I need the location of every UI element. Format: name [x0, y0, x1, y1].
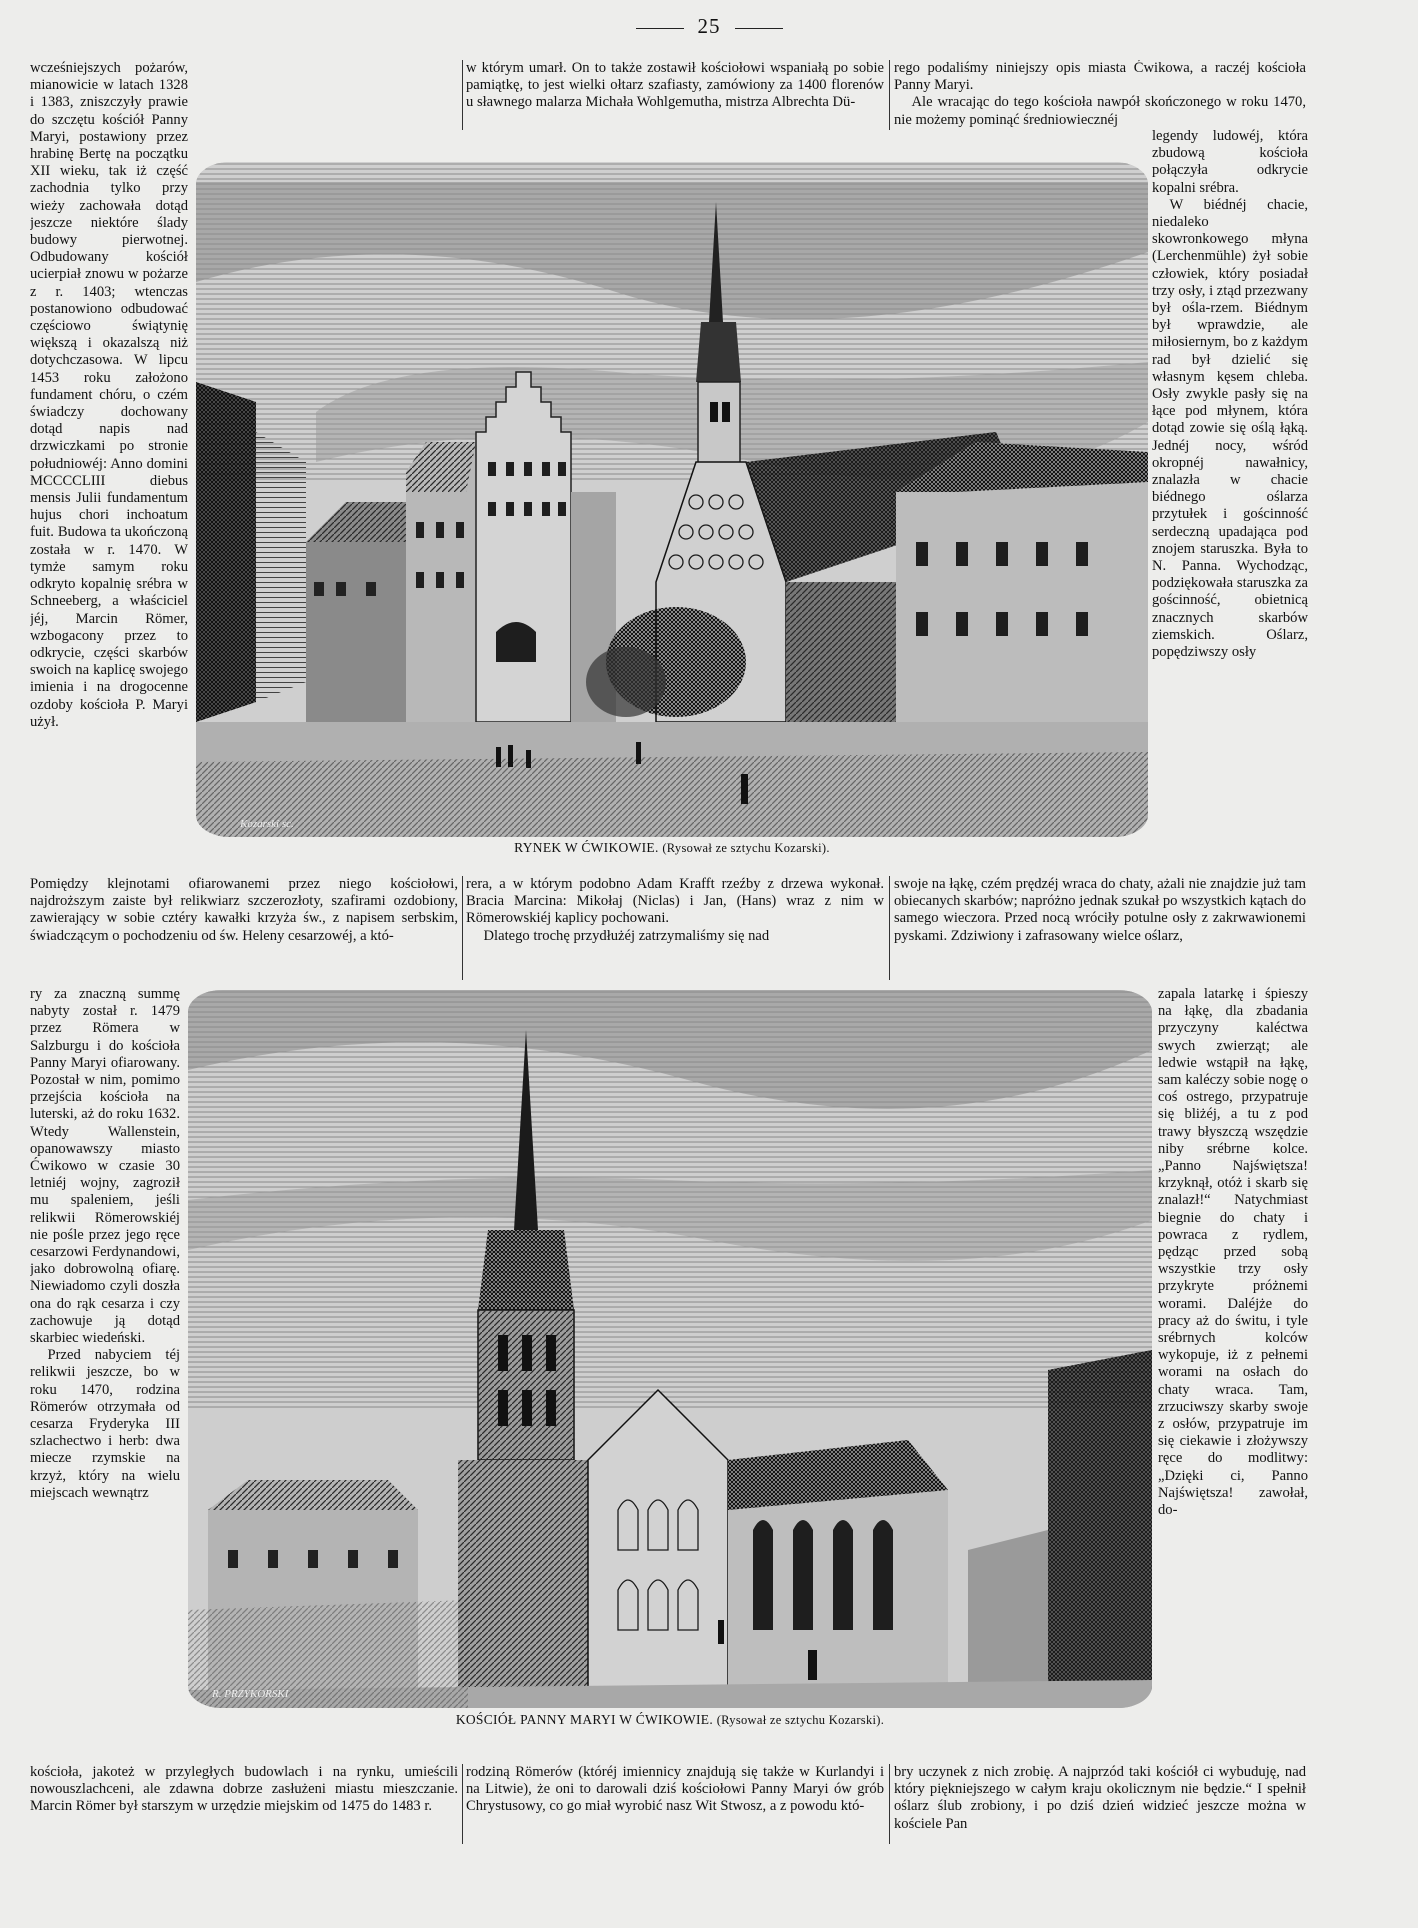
column-rule: [889, 60, 890, 130]
illustration-bottom-caption: [188, 1712, 1152, 1728]
paragraph: Ale wracając do tego kościoła nawpół skończonego w roku 1470, nie możemy pominąć średniowiecznéj: [894, 94, 1306, 128]
paragraph: Dlatego trochę przydłużéj zatrzymaliśmy się nad: [483, 927, 770, 944]
column-mid-bottom: [466, 1764, 884, 1846]
column-mid-middle: [466, 876, 884, 984]
page-number-rule-left: [636, 28, 684, 29]
paragraph: bry uczynek z nich zrobię. A najprzód taki kościół ci wybuduję, nad który piękniejszego w całym kraju okolicznym nie będzie.“ I spełnił oślarz ślub zrobiony, i po dziś dzień widzieć jeszcze można w kościele Pan: [894, 1764, 1306, 1832]
paragraph: ry za znaczną summę nabyty został r. 1479 przez Römera w Salzburgu i do kościoła Panny Maryi ofiarowany. Pozostał w nim, pomimo przejścia kościoła na luterski, aż do roku 1632. Wtedy Wallenstein, opanowawszy miasto Ćwikowo w czasie 30 letniéj wojny, zagroził mu spaleniem, jeśli relikwii Römerowskiéj nie pośle przez jego ręce cesarzowi Ferdynandowi, jako dobrowolną ofiarę. Niewiadomo czyli doszła ona do rąk cesarza i czy zachowuje ją dotąd skarbiec wiedeński.: [30, 986, 180, 1347]
illustration-bottom-caption-credit: (Rysował ze sztychu Kozarski).: [716, 1713, 885, 1727]
column-right-narrow-lower: [1158, 986, 1308, 1764]
paragraph: Przed nabyciem téj relikwii jeszcze, bo w roku 1470, rodzina Römerów otrzymała od cesarza Fryderyka III szlachectwo i herb: dwa miecze rzymskie na krzyż, który na wielu miejscach wewnątrz: [30, 1347, 180, 1501]
illustration-bottom-signature: R. PRZYKORSKI: [212, 1688, 289, 1700]
paragraph: rodziną Römerów (któréj imiennicy znajdują się także w Kurlandyi i na Litwie), że oni to darowali dziś kościołowi Panny Maryi ów grób Chrystusowy, co go miał wyrobić nasz Wit Stwosz, a z powodu któ-: [466, 1764, 884, 1815]
market-square-engraving: [196, 162, 1148, 837]
column-right-bottom: [894, 1764, 1306, 1846]
illustration-bottom-caption-title: KOŚCIÓŁ PANNY MARYI W ĆWIKOWIE.: [455, 1712, 713, 1727]
page-number: [0, 14, 1418, 39]
paragraph: W biédnéj chacie, niedaleko skowronkowego młyna (Lerchenmühle) żył sobie człowiek, który posiadał trzy osły, i ztąd przezwany był ośla-rzem. Biédnym był wprawdzie, ale miłosiernym, bo z każdym rad był dzielić się własnym kęsem chleba. Osły zwykle pasły się na łące pod młynem, która dotąd zowie się oślą łąką. Jednéj nocy, wśród okropnéj nawałnicy, znalazła w chacie biédnego oślarza przytułek i gościnność serdeczną upadająca pod znojem staruszka. Była to N. Panna. Wychodząc, podziękowała staruszka za gościnność, obietnicą znacznych skarbów ziemskich. Oślarz, popędziwszy osły: [1152, 196, 1308, 661]
column-rule: [889, 1764, 890, 1844]
paragraph: rego podaliśmy niniejszy opis miasta Ćwikowa, a raczéj kościoła Panny Maryi.: [894, 60, 1306, 94]
column-left-wide: [30, 876, 458, 984]
column-rule: [462, 1764, 463, 1844]
column-left-narrow-lower: [30, 986, 180, 1764]
paragraph: rera, a w którym podobno Adam Krafft rzeźby z drzewa wykonał. Bracia Marcina: Mikołaj (Niclas) i Jan, (Hans) wraz z nim w Römerowskiéj kaplicy pochowani.: [466, 876, 884, 927]
paragraph: kościoła, jakoteż w przyległych budowlach i na rynku, umieścili nowouszlachceni, ale zdawna dobrze zasłużeni miastu mieszczanie. Marcin Römer był starszym w urzędzie miejskim od 1475 do 1483 r.: [30, 1764, 458, 1815]
column-right-wide: [894, 876, 1306, 984]
column-rule: [462, 60, 463, 130]
column-mid-top: [466, 60, 884, 160]
paragraph: zapala latarkę i śpieszy na łąkę, dla zbadania przyczyny kaléctwa swych zwierząt; ale ledwie wstąpił na łąkę, sam kaléczy sobie nogę o coś ostrego, przypatruje się bliżéj, a tu z pod trawy błyszczą wszędzie niby srébrne kolce. „Panno Najświętsza! krzyknął, otóż i skarb się znalazł!“ Natychmiast biegnie do chaty i powraca z rydlem, pędząc przed sobą wszystkie trzy osły przykryte próżnemi worami. Daléjże do pracy aż do świtu, i tyle srébrnych kolców wykopuje, iż z pełnemi worami na osłach do chaty wraca. Tam, zrzuciwszy skarby swoje z osłów, przypatruje im się ciekawie i złożywszy ręce do modlitwy: „Dzięki ci, Panno Najświętsza! zawołał, do-: [1158, 986, 1308, 1519]
paragraph: wcześniejszych pożarów, mianowicie w latach 1328 i 1383, zniszczyły prawie do szczętu kościół Panny Maryi, postawiony przez hrabinę Bertę na początku XII wieku, tak iż część zachodnia tylko przy wieży zachowała dotąd jeszcze niektóre ślady budowy pierwotnej. Odbudowany kościół ucierpiał znowu w pożarze z r. 1403; wtenczas postanowiono odbudować częściowo świątynię większą i okazalszą niż dotychczasowa. W lipcu 1453 roku założono fundament chóru, o czém świadczy dochowany dotąd napis nad drzwiczkami po stronie południowéj: Anno domini MCCCCLIII diebus mensis Julii fundamentum hujus chori inchoatum fuit. Budowa ta ukończoną została w r. 1470. W tymże samym roku odkryto kopalnię srébra w Schneeberg, a właściciel jéj, Marcin Römer, wzbogacony przez to odkrycie, części skarbów swoich na kaplicę swojego imienia i na drogocenne ozdoby kościoła P. Maryi użył.: [30, 60, 188, 730]
column-rule: [462, 876, 463, 980]
paragraph: swoje na łąkę, czém prędzéj wraca do chaty, ażali nie znajdzie już tam obiecanych skarbów; napróżno jednak szukał po wszystkich kątach do samego wieczora. Przed nocą wróciły potulne osły z zakrwawionemi pyskami. Zdziwiony i zafrasowany wielce oślarz,: [894, 876, 1306, 944]
illustration-top-caption: [196, 840, 1148, 856]
illustration-market-square: [196, 162, 1148, 837]
paragraph: w którym umarł. On to także zostawił kościołowi wspaniałą po sobie pamiątkę, to jest wielki ołtarz szafiasty, zamówiony za 1400 florenów u sławnego malarza Michała Wohlgemutha, mistrza Albrechta Dü-: [466, 60, 884, 111]
illustration-top-caption-credit: (Rysował ze sztychu Kozarski).: [662, 841, 830, 855]
column-rule: [889, 876, 890, 980]
paragraph: Pomiędzy klejnotami ofiarowanemi przez niego kościołowi, najdroższym zaiste był relikwiarz szczerozłoty, szafirami ozdobiony, zawierający w sobie cztéry kawałki krzyża św., z napisem serbskim, świadczącym o pochodzeniu od św. Heleny cesarzowéj, a któ-: [30, 876, 458, 944]
paragraph: legendy ludowéj, która zbudową kościoła połączyła odkrycie kopalni srébra.: [1152, 128, 1308, 196]
column-left-bottom: [30, 1764, 458, 1846]
illustration-church: [188, 990, 1152, 1708]
illustration-top-signature: Kozarski sc.: [240, 818, 294, 830]
column-left-narrow: [30, 60, 188, 875]
column-right-narrow: [1152, 128, 1308, 876]
page-number-rule-right: [735, 28, 783, 29]
illustration-top-caption-title: RYNEK W ĆWIKOWIE.: [514, 840, 659, 855]
church-engraving: [188, 990, 1152, 1708]
page-number-value: 25: [697, 14, 721, 38]
